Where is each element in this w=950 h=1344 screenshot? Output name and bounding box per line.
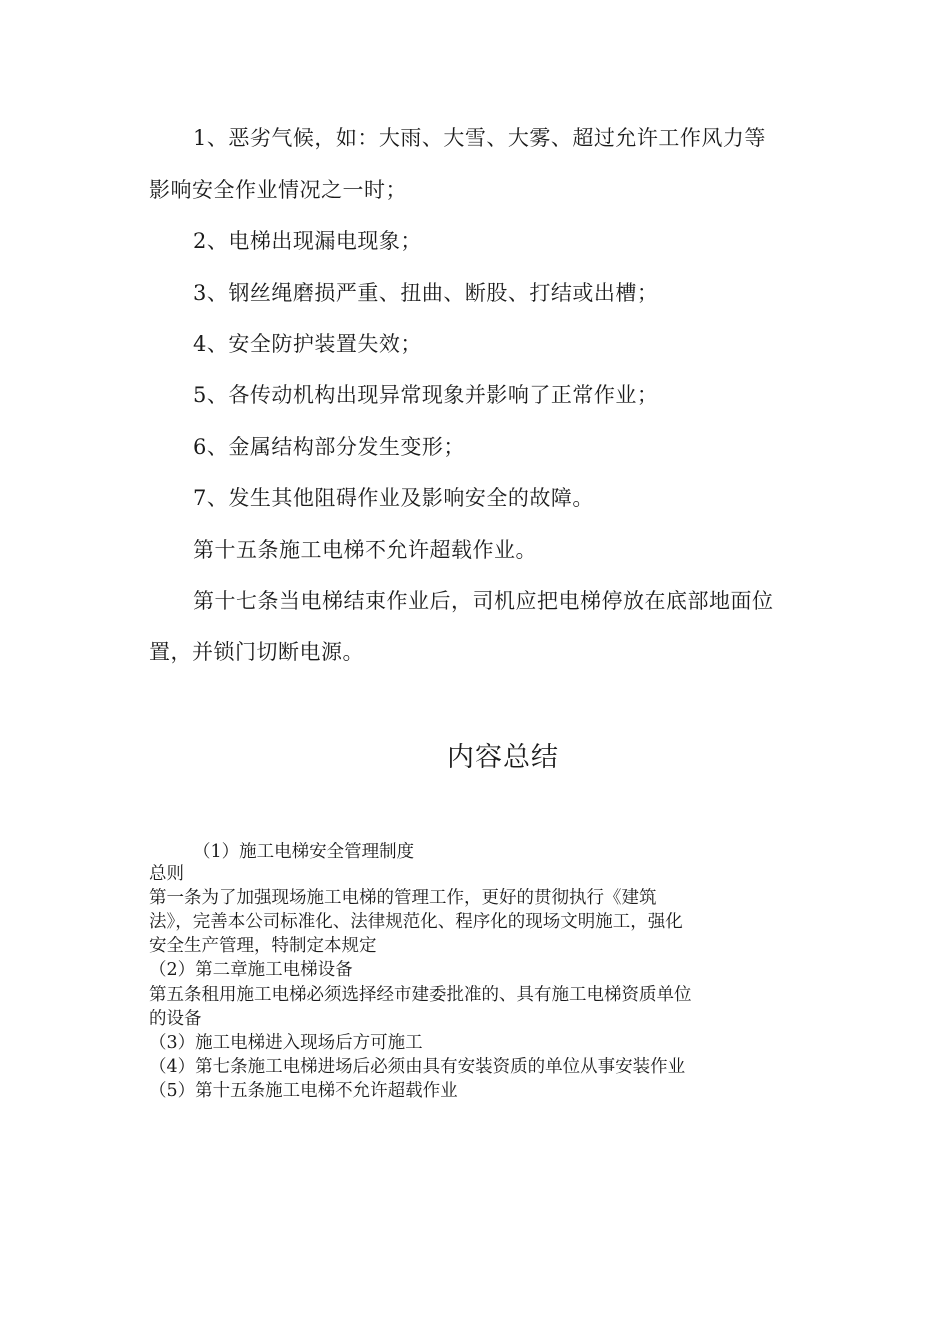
summary-line: 第五条租用施工电梯必须选择经市建委批准的、具有施工电梯资质单位 [149,985,692,1005]
summary-line: 总则 [149,864,184,884]
item-3: 3、钢丝绳磨损严重、扭曲、断股、打结或出槽； [193,281,659,305]
item-5: 5、各传动机构出现异常现象并影响了正常作业； [193,383,659,407]
summary-line: 安全生产管理，特制定本规定 [149,936,377,956]
article-17-line-2: 置，并锁门切断电源。 [149,640,364,664]
item-1-line-1: 1、恶劣气候，如：大雨、大雪、大雾、超过允许工作风力等 [193,126,766,150]
summary-line: 的设备 [149,1009,202,1029]
article-15: 第十五条施工电梯不允许超载作业。 [193,538,537,562]
item-7: 7、发生其他阻碍作业及影响安全的故障。 [193,486,594,510]
summary-line: （3）施工电梯进入现场后方可施工 [149,1033,423,1053]
summary-line: 第一条为了加强现场施工电梯的管理工作，更好的贯彻执行《建筑 [149,888,657,908]
summary-line: 法》，完善本公司标准化、法律规范化、程序化的现场文明施工，强化 [149,912,683,932]
summary-line: （1）施工电梯安全管理制度 [193,842,415,862]
summary-line: （2）第二章施工电梯设备 [149,960,353,980]
item-2: 2、电梯出现漏电现象； [193,229,422,253]
item-6: 6、金属结构部分发生变形； [193,435,465,459]
item-1-line-2: 影响安全作业情况之一时； [149,178,407,202]
summary-title: 内容总结 [447,742,559,773]
article-17-line-1: 第十七条当电梯结束作业后，司机应把电梯停放在底部地面位 [193,589,774,613]
summary-line: （4）第七条施工电梯进场后必须由具有安装资质的单位从事安装作业 [149,1057,686,1077]
summary-line: （5）第十五条施工电梯不允许超载作业 [149,1081,458,1101]
item-4: 4、安全防护装置失效； [193,332,422,356]
